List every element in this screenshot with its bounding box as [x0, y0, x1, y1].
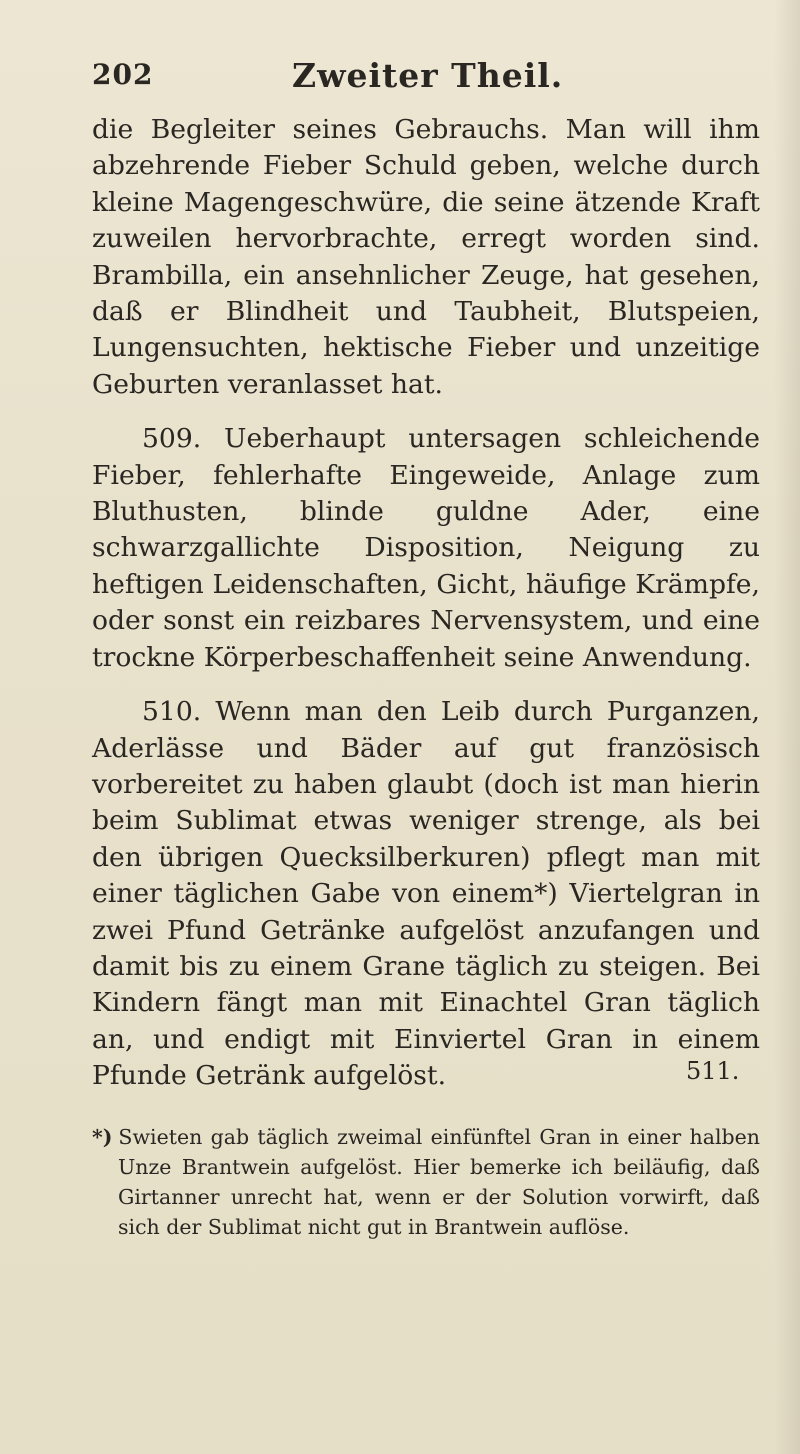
body-text: [92, 112, 760, 1095]
paragraph-text: Wenn man den Leib durch Purganzen, Aderlässe und Bäder auf gut französisch vorbereitet zu haben glaubt (doch ist man hierin beim Sublimat etwas weniger strenge, als bei den übrigen Quecksilberkuren) pflegt man mit einer täglichen Gabe von einem*) Viertelgran in zwei Pfund Getränke aufgelöst anzufangen und damit bis zu einem Grane täglich zu steigen. Bei Kindern fängt man mit Einachtel Gran täglich an, und endigt mit Einviertel Gran in einem Pfunde Getränk aufgelöst.: [92, 696, 760, 1092]
paragraph-text: Ueberhaupt untersagen schleichende Fieber, fehlerhafte Eingeweide, Anlage zum Bluthusten, blinde guldne Ader, eine schwarzgallichte Disposition, Neigung zu heftigen Leidenschaften, Gicht, häufige Krämpfe, oder sonst ein reizbares Nervensystem, und eine trockne Körperbeschaffenheit seine Anwendung.: [92, 423, 760, 673]
paragraph-509: [92, 421, 760, 676]
running-head: Zweiter Theil.: [292, 56, 564, 95]
paragraph-number: 510.: [142, 696, 202, 728]
footnote: [92, 1122, 760, 1242]
catchword: 511.: [686, 1057, 740, 1085]
page-edge-shadow: [774, 0, 800, 1454]
footnote-text: Swieten gab täglich zweimal einfünftel Gran in einer halben Unze Brantwein aufgelöst. Hier bemerke ich beiläufig, daß Girtanner unrecht hat, wenn er der Solution vorwirft, daß sich der Sublimat nicht gut in Brantwein auflöse.: [118, 1125, 760, 1239]
footnote-marker: *): [92, 1125, 113, 1149]
page-header: [92, 58, 732, 98]
paragraph-510: [92, 694, 760, 1094]
paragraph-continued: die Begleiter seines Gebrauchs. Man will ihm abzehrende Fieber Schuld geben, welche durch kleine Magengeschwüre, die seine ätzende Kraft zuweilen hervorbrachte, erregt worden sind. Brambilla, ein ansehnlicher Zeuge, hat gesehen, daß er Blindheit und Taubheit, Blutspeien, Lungensuchten, hektische Fieber und unzeitige Geburten veranlasset hat.: [92, 114, 760, 400]
page-number: 202: [92, 58, 154, 91]
paragraph-number: 509.: [142, 423, 202, 455]
